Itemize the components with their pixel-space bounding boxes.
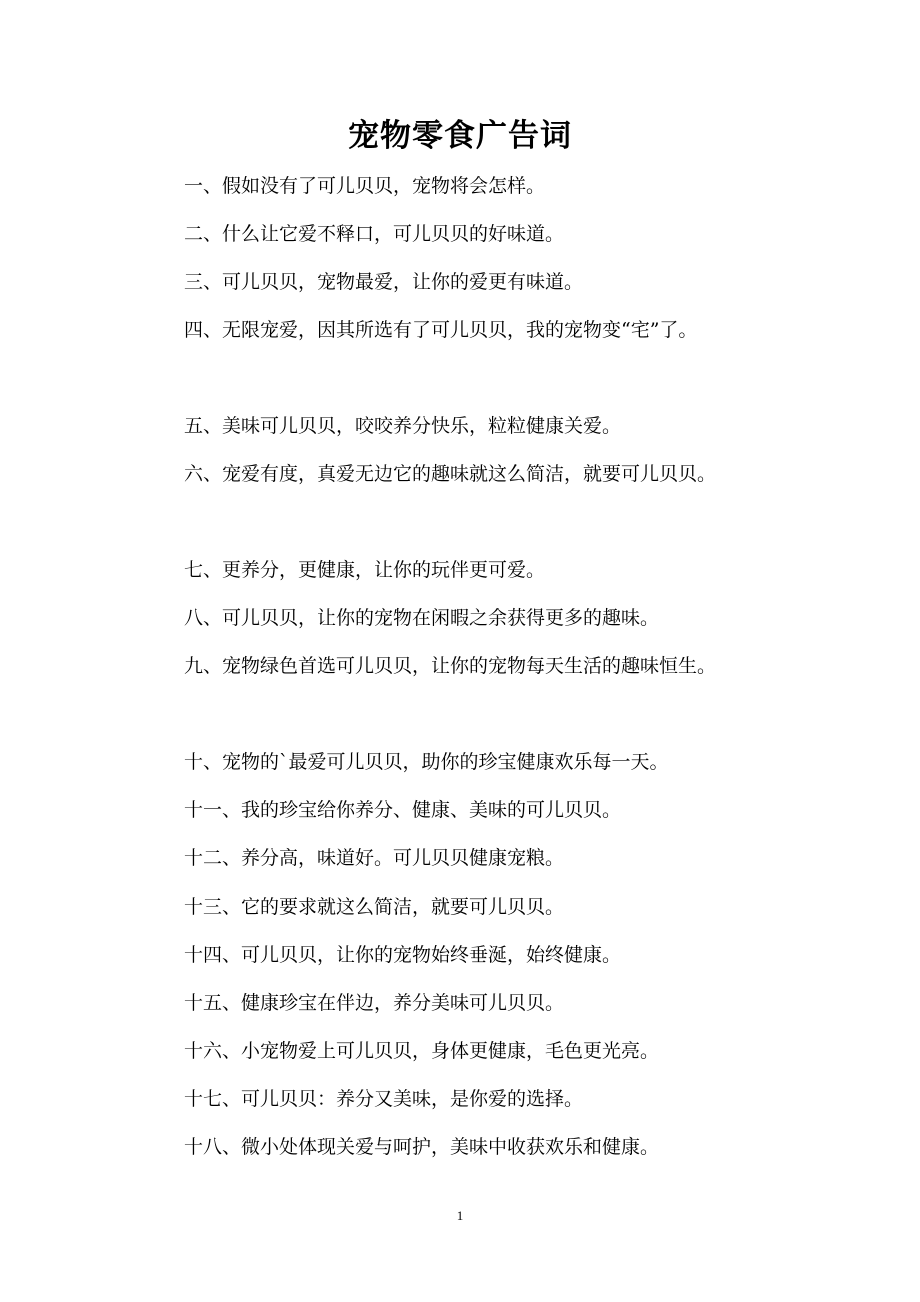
slogan-line-2: 二、什么让它爱不释口，可儿贝贝的好味道。 <box>184 223 565 245</box>
slogan-line-7: 七、更养分，更健康，让你的玩伴更可爱。 <box>184 559 546 581</box>
slogan-line-16: 十六、小宠物爱上可儿贝贝，身体更健康，毛色更光亮。 <box>184 1040 660 1062</box>
slogan-line-4: 四、无限宠爱，因其所选有了可儿贝贝，我的宠物变“宅”了。 <box>184 319 698 341</box>
slogan-line-18: 十八、微小处体现关爱与呵护，美味中收获欢乐和健康。 <box>184 1136 660 1158</box>
slogan-line-14: 十四、可儿贝贝，让你的宠物始终垂涎，始终健康。 <box>184 944 622 966</box>
slogan-line-11: 十一、我的珍宝给你养分、健康、美味的可儿贝贝。 <box>184 799 622 821</box>
slogan-line-6: 六、宠爱有度，真爱无边它的趣味就这么简洁，就要可儿贝贝。 <box>184 463 717 485</box>
slogan-line-12: 十二、养分高，味道好。可儿贝贝健康宠粮。 <box>184 847 565 869</box>
document-title: 宠物零食广告词 <box>348 118 572 154</box>
slogan-line-10: 十、宠物的`最爱可儿贝贝，助你的珍宝健康欢乐每一天。 <box>184 751 669 773</box>
slogan-line-1: 一、假如没有了可儿贝贝，宠物将会怎样。 <box>184 175 546 197</box>
page-number: 1 <box>456 1208 464 1223</box>
slogan-line-13: 十三、它的要求就这么简洁，就要可儿贝贝。 <box>184 896 565 918</box>
slogan-line-5: 五、美味可儿贝贝，咬咬养分快乐，粒粒健康关爱。 <box>184 415 622 437</box>
slogan-line-9: 九、宠物绿色首选可儿贝贝，让你的宠物每天生活的趣味恒生。 <box>184 655 717 677</box>
slogan-line-17: 十七、可儿贝贝：养分又美味，是你爱的选择。 <box>184 1088 584 1110</box>
slogan-line-3: 三、可儿贝贝，宠物最爱，让你的爱更有味道。 <box>184 271 584 293</box>
slogan-line-8: 八、可儿贝贝，让你的宠物在闲暇之余获得更多的趣味。 <box>184 607 660 629</box>
slogan-line-15: 十五、健康珍宝在伴边，养分美味可儿贝贝。 <box>184 992 565 1014</box>
